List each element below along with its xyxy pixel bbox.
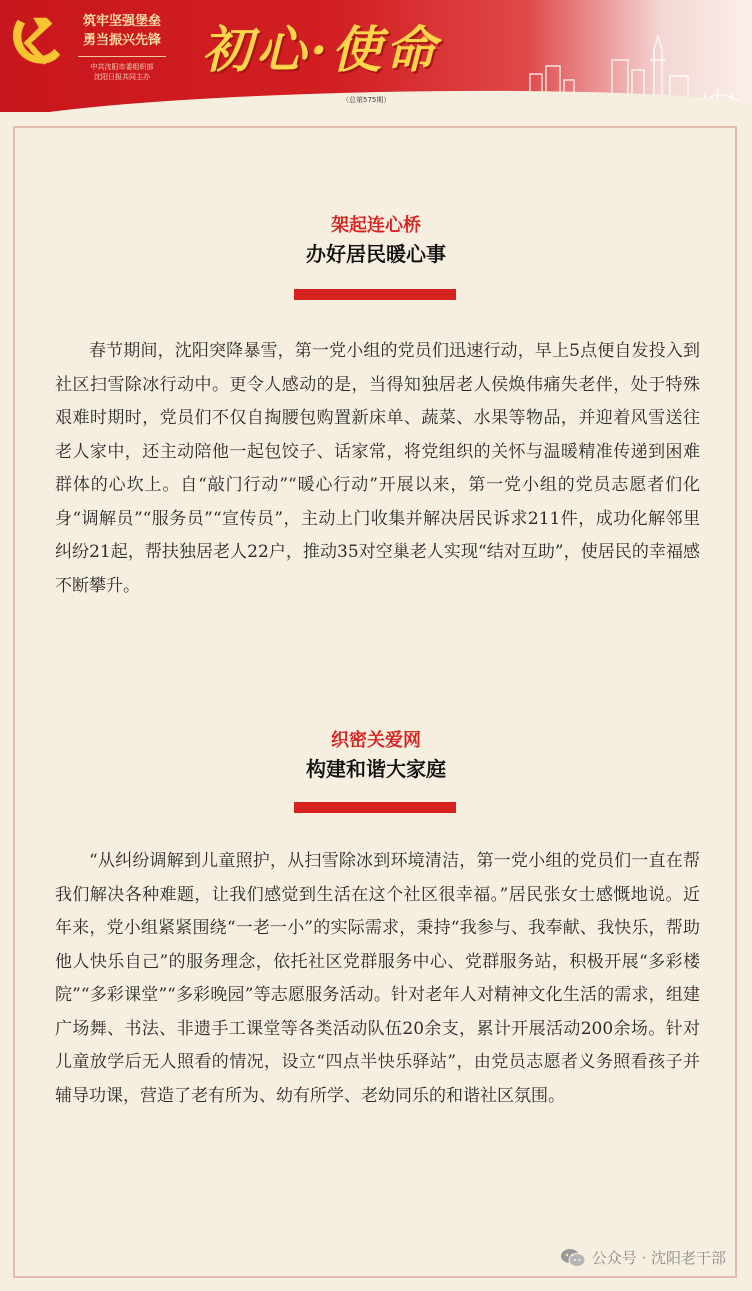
header-slogan [76, 12, 168, 50]
section-2-kicker: 织密关爱网 [331, 730, 421, 751]
section-1-heading [0, 214, 752, 270]
organizer-line-1: 中共沈阳市委组织部 [90, 63, 154, 71]
party-emblem-icon [4, 10, 66, 72]
section-2-divider [294, 802, 456, 813]
section-1-kicker: 架起连心桥 [331, 215, 421, 236]
page-title: 初心·使命 [202, 20, 440, 79]
organizers [76, 62, 168, 82]
wechat-watermark [560, 1247, 726, 1268]
watermark-text: 公众号 · 沈阳老干部 [591, 1249, 726, 1267]
section-2-body: “从纠纷调解到儿童照护，从扫雪除冰到环境清洁，第一党小组的党员们一直在帮我们解决各种难题，让我们感觉到生活在这个社区很幸福。”居民张女士感慨地说。近年来，党小组紧紧围绕“一老一小”的实际需求，秉持“我参与、我奉献、我快乐，帮助他人快乐自己”的服务理念，依托社区党群服务中心、党群服务站，积极开展“多彩楼院”“多彩课堂”“多彩晚园”等志愿服务活动。针对老年人对精神文化生活的需求，组建广场舞、书法、非遗手工课堂等各类活动队伍20余支，累计开展活动200余场。针对儿童放学后无人照看的情况，设立“四点半快乐驿站”，由党员志愿者义务照看孩子并辅导功课，营造了老有所为、幼有所学、老幼同乐的和谐社区氛围。 [55, 851, 700, 1106]
organizer-line-2: 沈阳日报共同主办 [94, 73, 150, 81]
section-1-divider [294, 289, 456, 300]
section-1-headline: 办好居民暖心事 [306, 242, 446, 266]
issue-number: （总第575期） [342, 96, 391, 104]
section-2-heading [0, 729, 752, 785]
wechat-icon [560, 1248, 586, 1268]
slogan-line-2: 勇当振兴先锋 [82, 33, 161, 48]
slogan-line-1: 筑牢坚强堡垒 [82, 14, 161, 29]
slogan-divider [78, 56, 166, 57]
section-2-headline: 构建和谐大家庭 [306, 757, 446, 781]
section-1-body: 春节期间，沈阳突降暴雪，第一党小组的党员们迅速行动，早上5点便自发投入到社区扫雪除冰行动中。更令人感动的是，当得知独居老人侯焕伟痛失老伴，处于特殊艰难时期时，党员们不仅自掏腰包购置新床单、蔬菜、水果等物品，并迎着风雪送往老人家中，还主动陪他一起包饺子、话家常，将党组织的关怀与温暖精准传递到困难群体的心坎上。自“敲门行动”“暖心行动”开展以来，第一党小组的党员志愿者们化身“调解员”“服务员”“宣传员”，主动上门收集并解决居民诉求211件，成功化解邻里纠纷21起，帮扶独居老人22户，推动35对空巢老人实现“结对互助”，使居民的幸福感不断攀升。 [55, 341, 700, 596]
